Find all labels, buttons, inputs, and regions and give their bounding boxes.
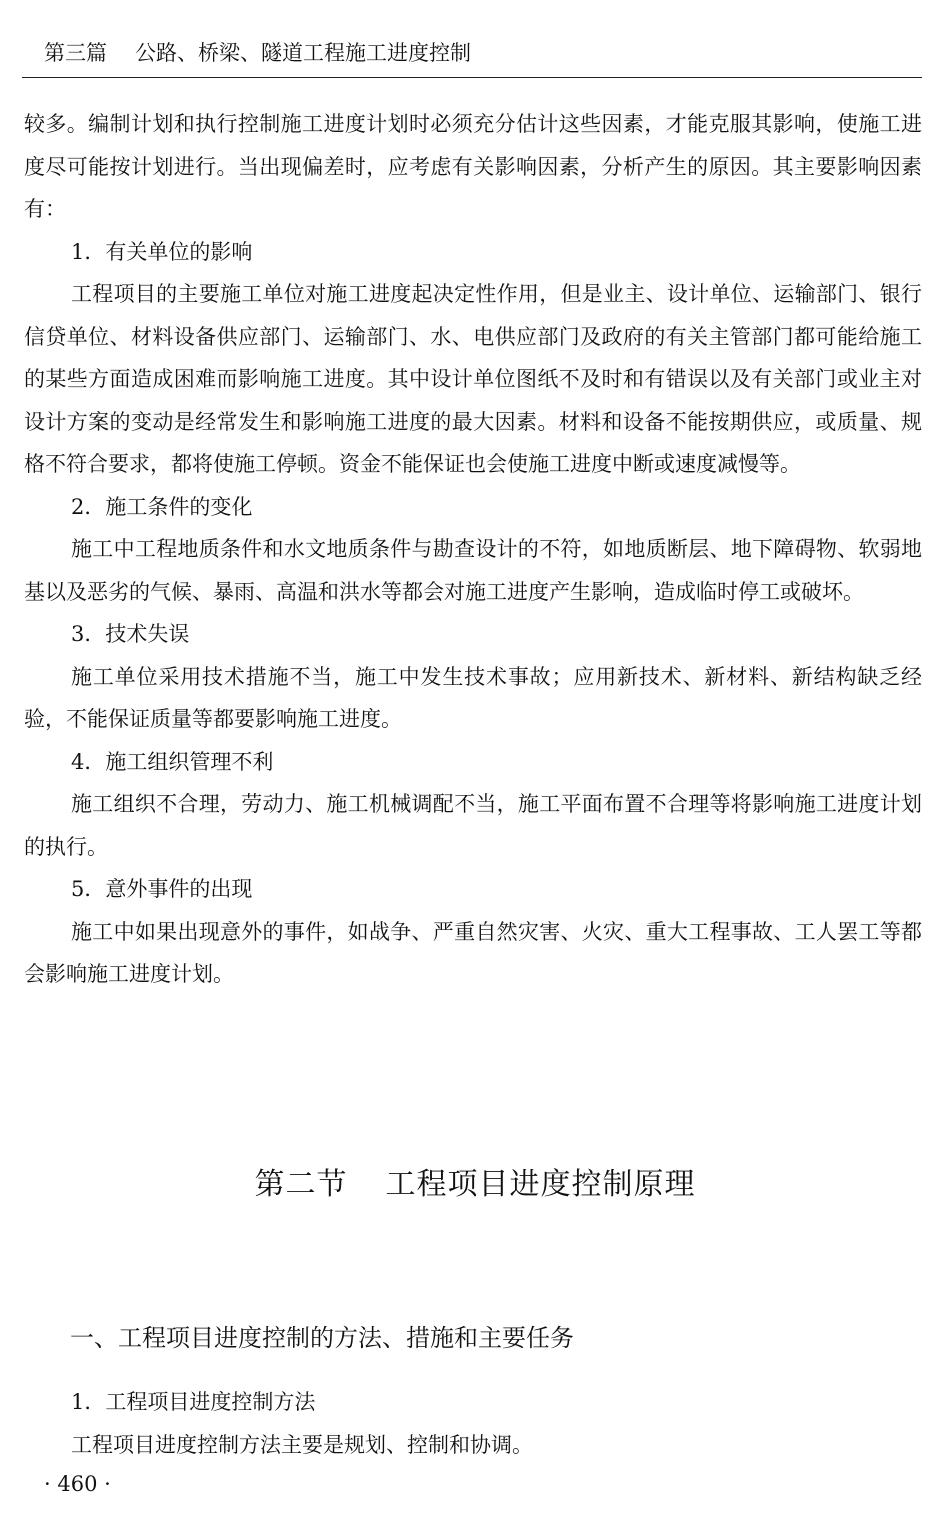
- paragraph-continuation: 较多。编制计划和执行控制施工进度计划时必须充分估计这些因素，才能克服其影响，使施工进度尽可能按计划进行。当出现偏差时，应考虑有关影响因素，分析产生的原因。其主要影响因素有：: [24, 112, 922, 221]
- paragraph: 施工组织不合理，劳动力、施工机械调配不当，施工平面布置不合理等将影响施工进度计划的执行。: [24, 792, 922, 859]
- header-part: 第三篇: [44, 41, 107, 65]
- list-item-heading: 2．施工条件的变化: [71, 494, 253, 519]
- section-number: 第二节: [254, 1167, 348, 1202]
- list-item-heading: 1．有关单位的影响: [71, 239, 253, 264]
- paragraph: 工程项目的主要施工单位对施工进度起决定性作用，但是业主、设计单位、运输部门、银行信贷单位、材料设备供应部门、运输部门、水、电供应部门及政府的有关主管部门都可能给施工的某些方面造成困难而影响施工进度。其中设计单位图纸不及时和有错误以及有关部门或业主对设计方案的变动是经常发生和影响施工进度的最大因素。材料和设备不能按期供应，或质量、规格不符合要求，都将使施工停顿。资金不能保证也会使施工进度中断或速度减慢等。: [24, 282, 922, 476]
- list-item-heading: 1．工程项目进度控制方法: [71, 1390, 316, 1414]
- lower-body-text: [24, 1381, 922, 1466]
- paragraph: 施工中工程地质条件和水文地质条件与勘查设计的不符，如地质断层、地下障碍物、软弱地基以及恶劣的气候、暴雨、高温和洪水等都会对施工进度产生影响，造成临时停工或破坏。: [24, 537, 922, 604]
- running-header: [22, 38, 922, 78]
- paragraph: 施工中如果出现意外的事件，如战争、严重自然灾害、火灾、重大工程事故、工人罢工等都会影响施工进度计划。: [24, 919, 922, 986]
- subsection-heading: 一、工程项目进度控制的方法、措施和主要任务: [70, 1324, 574, 1352]
- list-item-heading: 4．施工组织管理不利: [71, 749, 274, 774]
- paragraph: 工程项目进度控制方法主要是规划、控制和协调。: [71, 1432, 533, 1457]
- body-text: [24, 103, 922, 996]
- section-heading: [0, 1163, 950, 1207]
- list-item-heading: 3．技术失误: [71, 622, 190, 646]
- list-item-heading: 5．意外事件的出现: [71, 877, 253, 901]
- page-number: · 460 ·: [44, 1472, 111, 1496]
- header-title: 公路、桥梁、隧道工程施工进度控制: [135, 41, 471, 65]
- section-title: 工程项目进度控制原理: [385, 1167, 696, 1202]
- paragraph: 施工单位采用技术措施不当，施工中发生技术事故；应用新技术、新材料、新结构缺乏经验，不能保证质量等都要影响施工进度。: [24, 664, 922, 731]
